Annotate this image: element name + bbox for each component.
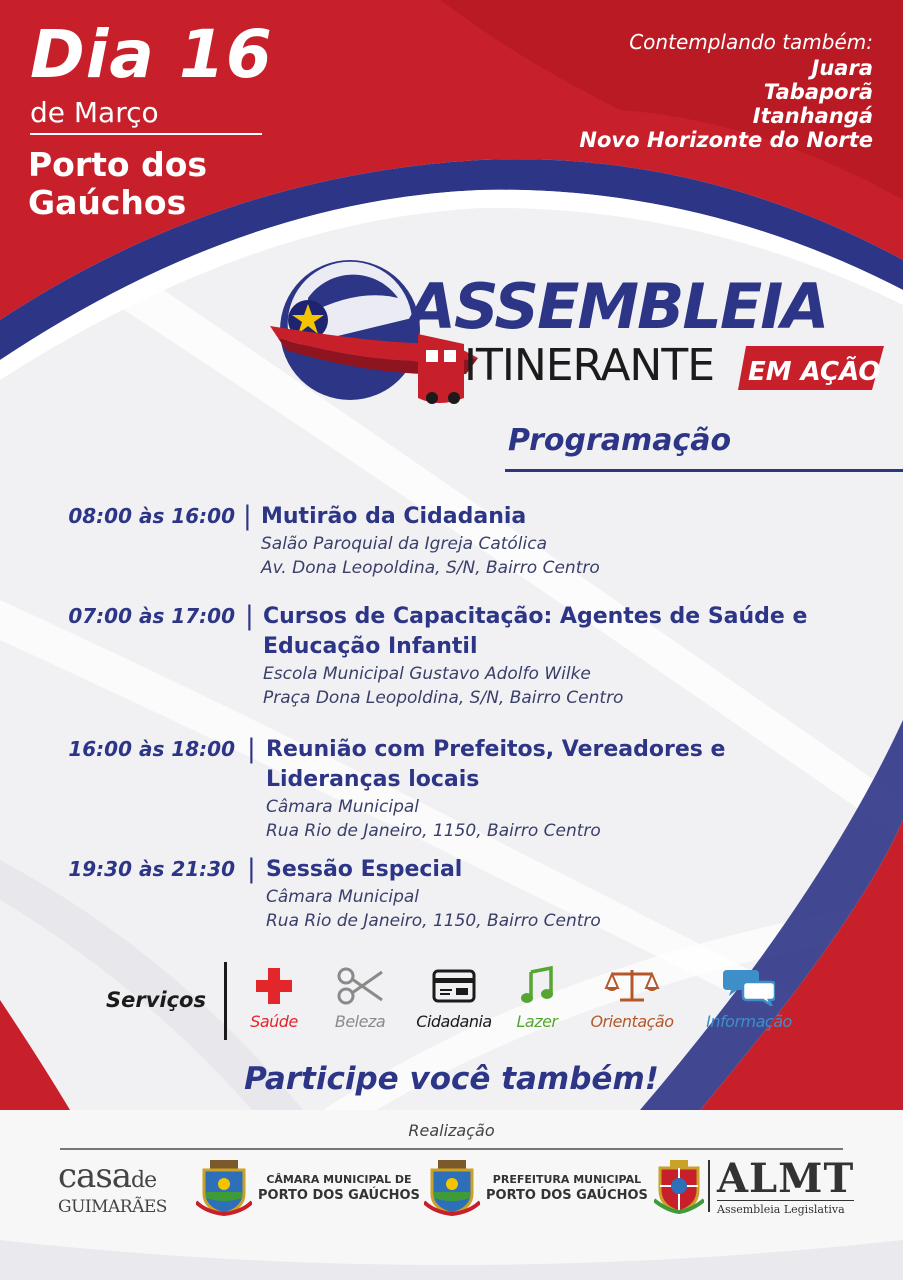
event-title: Lideranças locais (266, 767, 480, 792)
also-city: Juara (811, 56, 873, 80)
municipal-crest-icon (424, 1158, 480, 1216)
also-city-list (579, 56, 873, 152)
event-address: Av. Dona Leopoldina, S/N, Bairro Centro (261, 558, 600, 578)
event-body (266, 855, 866, 933)
event-separator: | (247, 854, 256, 884)
event-title: Educação Infantil (263, 634, 478, 659)
event-body (263, 602, 863, 710)
scales-icon (604, 966, 660, 1006)
service-orientacao (584, 966, 680, 1031)
service-cidadania (410, 966, 498, 1031)
camara-line-2: PORTO DOS GAÚCHOS (258, 1188, 420, 1203)
event-venue: Escola Municipal Gustavo Adolfo Wilke (263, 664, 591, 684)
service-label: Orientação (590, 1012, 674, 1031)
logo-badge: EM AÇÃO (748, 357, 881, 387)
program-title-rule (505, 469, 903, 472)
service-label: Beleza (334, 1012, 386, 1031)
almt-title: ALMT (717, 1155, 855, 1202)
event-separator: | (247, 734, 256, 764)
event-time: 07:00 às 17:00 (68, 604, 235, 628)
service-saude (246, 966, 302, 1031)
almt-subtitle: Assembleia Legislativa (717, 1200, 854, 1216)
camara-line-1: CÂMARA MUNICIPAL DE (266, 1173, 412, 1186)
event-address: Rua Rio de Janeiro, 1150, Bairro Centro (266, 821, 601, 841)
red-cross-icon (254, 966, 294, 1006)
services-label: Serviços (106, 988, 206, 1012)
music-note-icon (519, 966, 555, 1006)
almt-separator (708, 1160, 710, 1212)
state-crest-icon (654, 1160, 704, 1214)
event-address: Rua Rio de Janeiro, 1150, Bairro Centro (266, 911, 601, 931)
event-separator: | (245, 601, 254, 631)
casa-word: casa (58, 1156, 132, 1196)
casa-de-guimaraes-logo (58, 1156, 167, 1217)
event-venue: Câmara Municipal (266, 797, 420, 817)
realizacao-label: Realização (408, 1121, 495, 1140)
logo-title: ASSEMBLEIA (408, 270, 828, 343)
service-informacao (700, 966, 798, 1031)
also-city: Itanhangá (752, 104, 873, 128)
event-address: Praça Dona Leopoldina, S/N, Bairro Centro (263, 688, 624, 708)
event-time: 08:00 às 16:00 (68, 504, 235, 528)
call-to-action: Participe você também! (244, 1061, 659, 1097)
scissors-icon (336, 966, 384, 1006)
prefeitura-line-1: PREFEITURA MUNICIPAL (492, 1173, 642, 1186)
service-label: Informação (706, 1012, 792, 1031)
service-label: Lazer (516, 1012, 558, 1031)
event-time: 19:30 às 21:30 (68, 857, 235, 881)
prefeitura-line-2: PORTO DOS GAÚCHOS (486, 1188, 648, 1203)
chat-bubbles-icon (723, 966, 775, 1006)
services-divider (224, 962, 227, 1040)
prefeitura-municipal-name (486, 1172, 648, 1204)
id-card-icon (432, 966, 476, 1006)
service-beleza (330, 966, 390, 1031)
event-venue: Salão Paroquial da Igreja Católica (261, 534, 548, 554)
event-title: Cursos de Capacitação: Agentes de Saúde e (263, 604, 808, 629)
event-body (266, 735, 866, 843)
camara-municipal-name (258, 1172, 420, 1204)
assembleia-itinerante-logo (268, 258, 888, 418)
event-city: Porto dos Gaúchos (28, 145, 208, 222)
date-divider (30, 133, 262, 135)
event-venue: Câmara Municipal (266, 887, 420, 907)
also-city: Tabaporã (763, 80, 873, 104)
event-day: Dia 16 (30, 16, 273, 93)
event-title: Mutirão da Cidadania (261, 504, 527, 529)
event-title: Sessão Especial (266, 857, 463, 882)
service-label: Saúde (250, 1012, 298, 1031)
service-lazer (512, 966, 562, 1031)
service-label: Cidadania (416, 1012, 492, 1031)
event-month: de Março (30, 96, 159, 129)
footer-divider (60, 1148, 843, 1150)
logo-subtitle: ITINERANTE (464, 340, 715, 391)
municipal-crest-icon (196, 1158, 252, 1216)
event-separator: | (243, 501, 252, 531)
program-title: Programação (508, 423, 732, 458)
casa-guimaraes-word: GUIMARÃES (58, 1197, 167, 1217)
event-title: Reunião com Prefeitos, Vereadores e (266, 737, 726, 762)
also-heading: Contemplando também: (629, 30, 873, 54)
also-city: Novo Horizonte do Norte (579, 128, 873, 152)
almt-logo (717, 1155, 855, 1216)
event-body (261, 502, 861, 580)
casa-de-word: de (131, 1168, 157, 1193)
event-time: 16:00 às 18:00 (68, 737, 235, 761)
